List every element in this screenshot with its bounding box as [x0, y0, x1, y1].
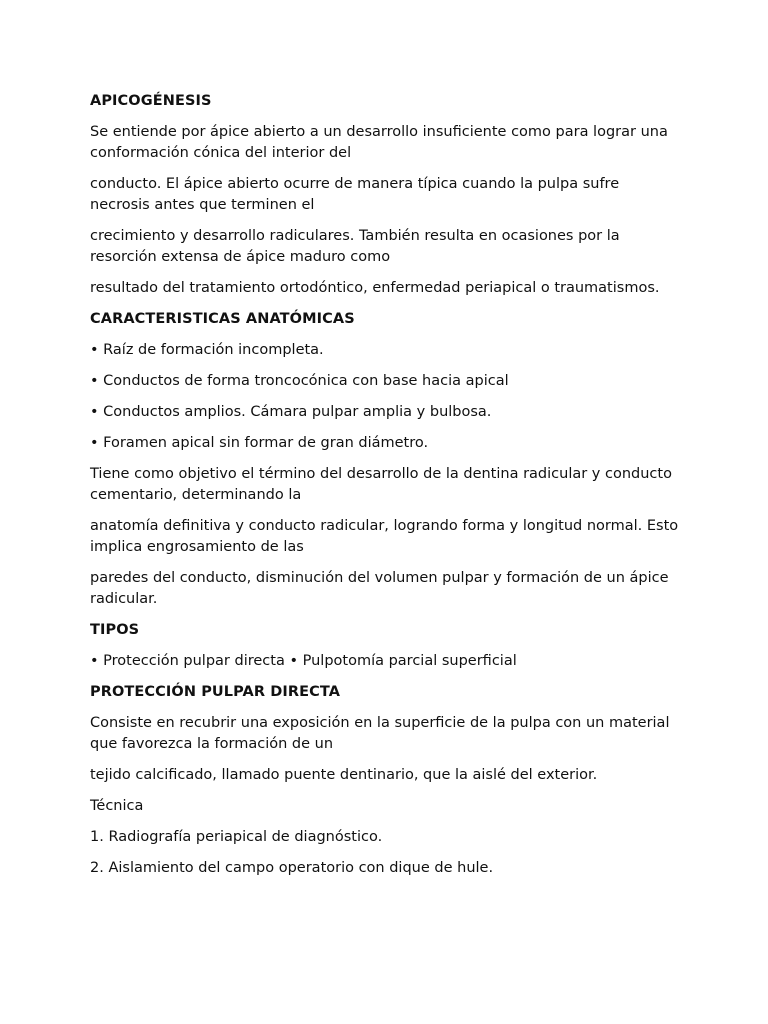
- list-item: 2. Aislamiento del campo operatorio con dique de hule.: [90, 860, 494, 876]
- paragraph: Consiste en recubrir una exposición en la superficie de la pulpa con un material que favorezca la formación de un: [90, 715, 670, 752]
- heading-apicogenesis: APICOGÉNESIS: [90, 93, 212, 109]
- paragraph: Se entiende por ápice abierto a un desarrollo insuficiente como para lograr una conformación cónica del interior del: [90, 124, 668, 161]
- heading-tipos: TIPOS: [90, 622, 140, 638]
- list-item: 1. Radiografía periapical de diagnóstico.: [90, 829, 383, 845]
- heading-proteccion: PROTECCIÓN PULPAR DIRECTA: [90, 684, 341, 700]
- list-item: • Conductos de forma troncocónica con base hacia apical: [90, 373, 509, 389]
- list-item: • Foramen apical sin formar de gran diámetro.: [90, 435, 429, 451]
- paragraph: Tiene como objetivo el término del desarrollo de la dentina radicular y conducto cementario, determinando la: [90, 466, 672, 503]
- list-item: • Protección pulpar directa • Pulpotomía parcial superficial: [90, 653, 517, 669]
- list-item: • Conductos amplios. Cámara pulpar amplia y bulbosa.: [90, 404, 492, 420]
- heading-caracteristicas: CARACTERISTICAS ANATÓMICAS: [90, 311, 355, 327]
- paragraph: resultado del tratamiento ortodóntico, enfermedad periapical o traumatismos.: [90, 280, 660, 296]
- document-body: [90, 91, 680, 889]
- list-item: • Raíz de formación incompleta.: [90, 342, 324, 358]
- paragraph: tejido calcificado, llamado puente dentinario, que la aislé del exterior.: [90, 767, 598, 783]
- paragraph: paredes del conducto, disminución del volumen pulpar y formación de un ápice radicular.: [90, 570, 669, 607]
- paragraph: crecimiento y desarrollo radiculares. También resulta en ocasiones por la resorción extensa de ápice maduro como: [90, 228, 620, 265]
- paragraph: anatomía definitiva y conducto radicular, logrando forma y longitud normal. Esto implica engrosamiento de las: [90, 518, 679, 555]
- paragraph: conducto. El ápice abierto ocurre de manera típica cuando la pulpa sufre necrosis antes que terminen el: [90, 176, 620, 213]
- tecnica-label: Técnica: [90, 798, 144, 814]
